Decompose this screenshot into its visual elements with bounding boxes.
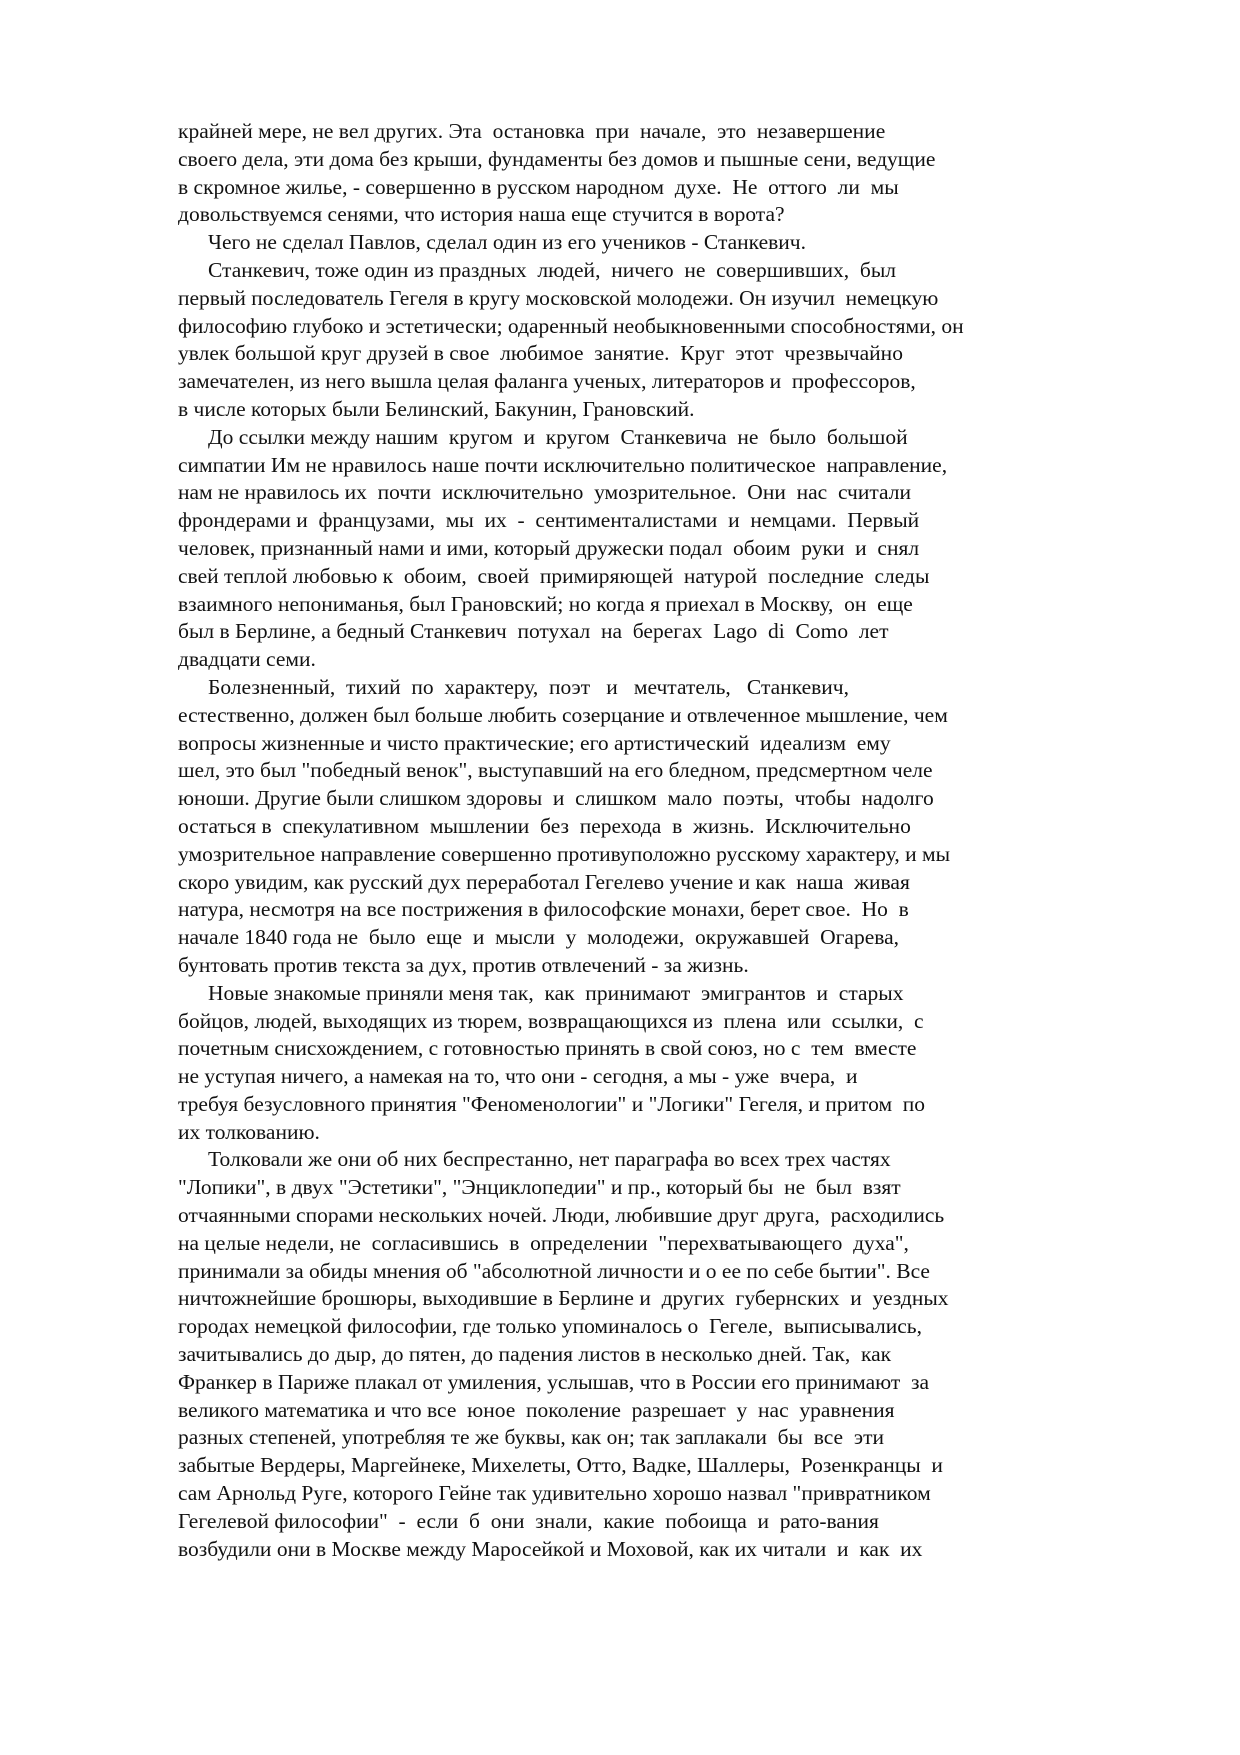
text-line: фрондерами и французами, мы их - сентименталистами и немцами. Первый [178,508,920,533]
text-line: их толкованию. [178,1119,320,1144]
text-line: свей теплой любовью к обоим, своей примиряющей натурой последние следы [178,563,930,588]
text-line: вопросы жизненные и чисто практические; его артистический идеализм ему [178,730,891,755]
text-line: начале 1840 года не было еще и мысли у молодежи, окружавшей Огарева, [178,925,900,950]
text-line: нам не нравилось их почти исключительно умозрительное. Они нас считали [178,480,911,505]
text-line: сам Арнольд Руге, которого Гейне так удивительно хорошо назвал "привратником [178,1481,931,1506]
text-line: остаться в спекулативном мышлении без перехода в жизнь. Исключительно [178,813,911,838]
text-line: отчаянными спорами нескольких ночей. Люди, любившие друг друга, расходились [178,1203,945,1228]
text-line: философию глубоко и эстетически; одаренный необыкновенными способностями, он [178,313,964,338]
text-line: Гегелевой философии" - если б они знали, какие побоища и рато-вания [178,1508,879,1533]
text-line: принимали за обиды мнения об "абсолютной личности и о ее по себе бытии". Все [178,1258,930,1283]
document-body [178,118,1098,1563]
text-line: "Лопики", в двух "Эстетики", "Энциклопедии" и пр., который бы не был взят [178,1175,901,1200]
paragraph [178,674,1098,980]
text-line: разных степеней, употребляя те же буквы, как он; так заплакали бы все эти [178,1425,884,1450]
text-line: своего дела, эти дома без крыши, фундаменты без домов и пышные сени, ведущие [178,146,936,171]
text-line: не уступая ничего, а намекая на то, что они - сегодня, а мы - уже вчера, и [178,1064,858,1089]
text-line: был в Берлине, а бедный Станкевич потухал на берегах Lago di Como лет [178,619,889,644]
text-line: увлек большой круг друзей в свое любимое занятие. Круг этот чрезвычайно [178,341,903,366]
paragraph [178,229,1098,257]
text-line: городах немецкой философии, где только упоминалось о Гегеле, выписывались, [178,1314,922,1339]
text-line: в числе которых были Белинский, Бакунин, Грановский. [178,396,695,421]
text-line: двадцати семи. [178,647,316,672]
text-line: зачитывались до дыр, до пятен, до падения листов в несколько дней. Так, как [178,1342,892,1367]
text-line: симпатии Им не нравилось наше почти исключительно политическое направление, [178,452,948,477]
paragraph [178,257,1098,424]
document-page [178,118,1098,1563]
text-line: юноши. Другие были слишком здоровы и слишком мало поэты, чтобы надолго [178,786,934,811]
text-line: естественно, должен был больше любить созерцание и отвлеченное мышление, чем [178,702,948,727]
text-line: Чего не сделал Павлов, сделал один из его учеников - Станкевич. [208,230,806,255]
text-line: бойцов, людей, выходящих из тюрем, возвращающихся из плена или ссылки, с [178,1008,924,1033]
text-line: почетным снисхождением, с готовностью принять в свой союз, но с тем вместе [178,1036,917,1061]
text-line: натура, несмотря на все пострижения в философские монахи, берет свое. Но в [178,897,909,922]
text-line: Франкер в Париже плакал от умиления, услышав, что в России его принимают за [178,1369,930,1394]
text-line: возбудили они в Москве между Маросейкой и Моховой, как их читали и как их [178,1536,923,1561]
text-line: забытые Вердеры, Маргейнеке, Михелеты, Отто, Вадке, Шаллеры, Розенкранцы и [178,1453,943,1478]
paragraph [178,424,1098,674]
text-line: Новые знакомые приняли меня так, как принимают эмигрантов и старых [208,980,904,1005]
paragraph [178,980,1098,1147]
text-line: скоро увидим, как русский дух переработал Гегелево учение и как наша живая [178,869,910,894]
text-line: взаимного непониманья, был Грановский; но когда я приехал в Москву, он еще [178,591,913,616]
paragraph [178,1146,1098,1563]
text-line: умозрительное направление совершенно противуположно русскому характеру, и мы [178,841,951,866]
text-line: на целые недели, не согласившись в определении "перехватывающего духа", [178,1230,909,1255]
paragraph [178,118,1098,229]
text-line: Толковали же они об них беспрестанно, нет параграфа во всех трех частях [208,1147,891,1172]
text-line: человек, признанный нами и ими, который дружески подал обоим руки и снял [178,535,920,560]
text-line: требуя безусловного принятия "Феноменологии" и "Логики" Гегеля, и притом по [178,1091,926,1116]
text-line: бунтовать против текста за дух, против отвлечений - за жизнь. [178,952,749,977]
text-line: Станкевич, тоже один из праздных людей, ничего не совершивших, был [208,257,897,282]
text-line: довольствуемся сенями, что история наша еще стучится в ворота? [178,202,785,227]
text-line: Болезненный, тихий по характеру, поэт и мечтатель, Станкевич, [208,674,849,699]
text-line: в скромное жилье, - совершенно в русском народном духе. Не оттого ли мы [178,174,899,199]
text-line: До ссылки между нашим кругом и кругом Станкевича не было большой [208,424,908,449]
text-line: ничтожнейшие брошюры, выходившие в Берлине и других губернских и уездных [178,1286,949,1311]
text-line: крайней мере, не вел других. Эта остановка при начале, это незавершение [178,119,886,143]
text-line: великого математика и что все юное поколение разрешает у нас уравнения [178,1397,895,1422]
text-line: первый последователь Гегеля в кругу московской молодежи. Он изучил немецкую [178,285,939,310]
text-line: замечателен, из него вышла целая фаланга ученых, литераторов и профессоров, [178,369,916,394]
text-line: шел, это был "победный венок", выступавший на его бледном, предсмертном челе [178,758,933,783]
